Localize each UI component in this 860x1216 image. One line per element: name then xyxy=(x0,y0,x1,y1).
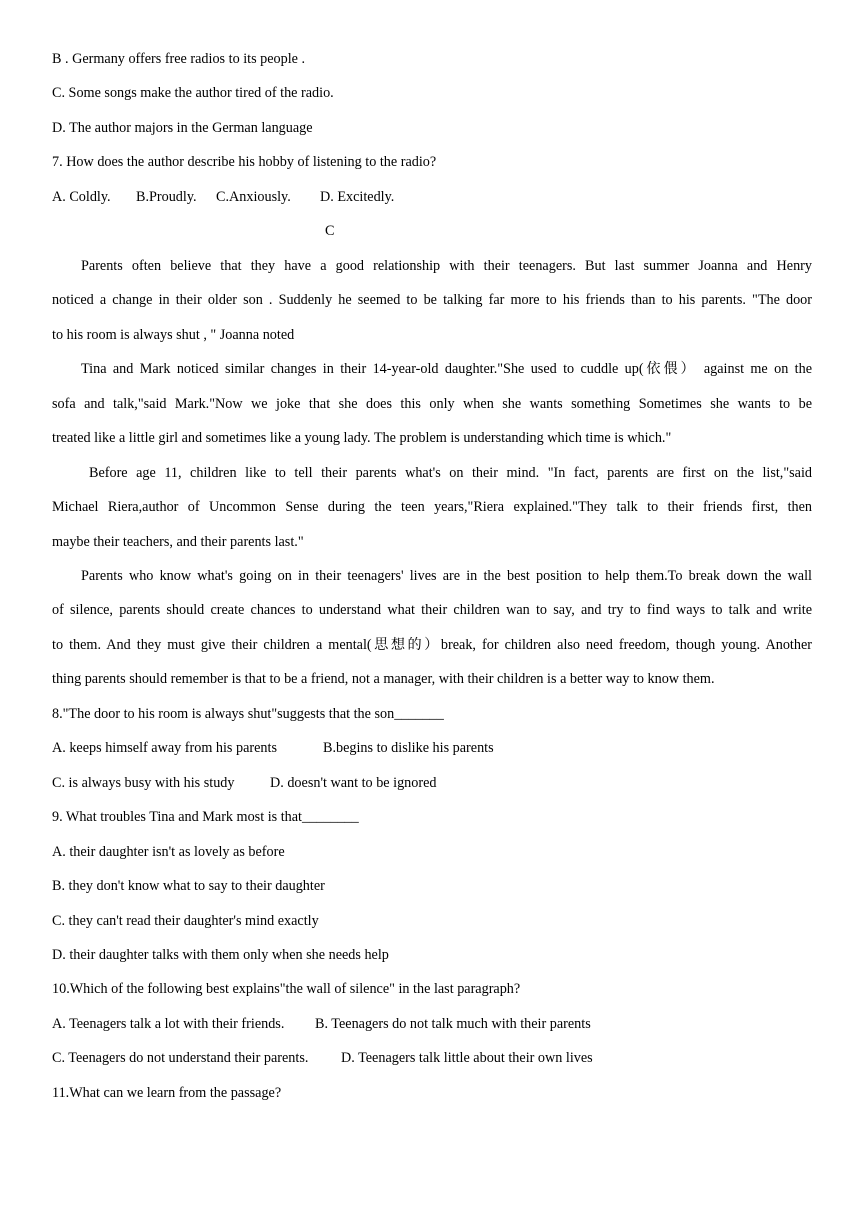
passage-line: of silence, parents should create chances to understand what their children wan to say, and try to find ways to talk and write xyxy=(52,602,812,618)
q10-option-a: A. Teenagers talk a lot with their friends. xyxy=(52,1016,285,1032)
q8-option-c: C. is always busy with his study xyxy=(52,775,235,791)
passage-line: thing parents should remember is that to be a friend, not a manager, with their children is a better way to know them. xyxy=(52,671,715,687)
q7-option-b: B.Proudly. xyxy=(136,189,197,205)
q6-option-b: B . Germany offers free radios to its people . xyxy=(52,51,306,67)
q9-option-a: A. their daughter isn't as lovely as before xyxy=(52,844,285,860)
q7-question: 7. How does the author describe his hobby of listening to the radio? xyxy=(52,154,437,170)
passage-line: to them. And they must give their children a mental(思想的）break, for children also need freedom, though young. Another xyxy=(52,637,812,653)
passage-line: noticed a change in their older son . Suddenly he seemed to be talking far more to his friends than to his parents. "The door xyxy=(52,292,812,308)
q7-option-d: D. Excitedly. xyxy=(320,189,395,205)
q10-option-d: D. Teenagers talk little about their own lives xyxy=(341,1050,593,1066)
q9-question: 9. What troubles Tina and Mark most is that________ xyxy=(52,809,359,825)
q7-option-c: C.Anxiously. xyxy=(216,189,291,205)
passage-line: treated like a little girl and sometimes like a young lady. The problem is understanding which time is which." xyxy=(52,430,672,446)
passage-line: Parents often believe that they have a good relationship with their teenagers. But last summer Joanna and Henry xyxy=(81,258,812,274)
q7-option-a: A. Coldly. xyxy=(52,189,111,205)
q6-option-c: C. Some songs make the author tired of the radio. xyxy=(52,85,334,101)
passage-line: sofa and talk,"said Mark."Now we joke that she does this only when she wants something Sometimes she wants to be xyxy=(52,396,812,412)
passage-line: Before age 11, children like to tell their parents what's on their mind. "In fact, parents are first on the list,"said xyxy=(89,465,812,481)
q9-option-c: C. they can't read their daughter's mind exactly xyxy=(52,913,319,929)
q8-option-b: B.begins to dislike his parents xyxy=(323,740,494,756)
q9-option-b: B. they don't know what to say to their daughter xyxy=(52,878,325,894)
section-label: C xyxy=(325,223,335,239)
passage-line: maybe their teachers, and their parents last." xyxy=(52,534,304,550)
q6-option-d: D. The author majors in the German language xyxy=(52,120,313,136)
passage-line: Tina and Mark noticed similar changes in their 14-year-old daughter."She used to cuddle up(依偎） against me on the xyxy=(81,361,812,377)
passage-line: to his room is always shut , " Joanna noted xyxy=(52,327,295,343)
passage-line: Michael Riera,author of Uncommon Sense during the teen years,"Riera explained."They talk to their friends first, then xyxy=(52,499,812,515)
q8-option-a: A. keeps himself away from his parents xyxy=(52,740,277,756)
q11-question: 11.What can we learn from the passage? xyxy=(52,1085,282,1101)
q10-option-c: C. Teenagers do not understand their parents. xyxy=(52,1050,309,1066)
q10-option-b: B. Teenagers do not talk much with their parents xyxy=(315,1016,591,1032)
q8-question: 8."The door to his room is always shut"suggests that the son_______ xyxy=(52,706,444,722)
q9-option-d: D. their daughter talks with them only when she needs help xyxy=(52,947,389,963)
q10-question: 10.Which of the following best explains"the wall of silence" in the last paragraph? xyxy=(52,981,521,997)
q8-option-d: D. doesn't want to be ignored xyxy=(270,775,437,791)
passage-line: Parents who know what's going on in their teenagers' lives are in the best position to help them.To break down the wall xyxy=(81,568,812,584)
